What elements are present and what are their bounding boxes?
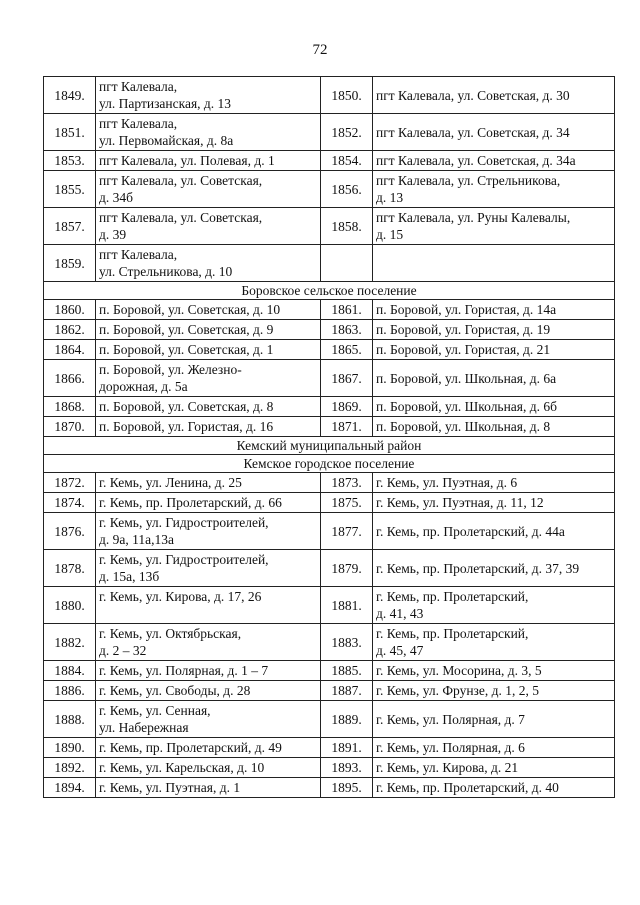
entry-address	[373, 661, 615, 681]
address-line: ул. Первомайская, д. 8а	[99, 133, 234, 148]
address-line: д. 34б	[99, 190, 133, 205]
entry-address	[96, 587, 321, 624]
address-line: г. Кемь, пр. Пролетарский, д. 44а	[376, 523, 565, 539]
entry-number: 1854.	[321, 151, 373, 171]
entry-number: 1884.	[44, 661, 96, 681]
address-line: г. Кемь, ул. Карельская, д. 10	[99, 760, 265, 775]
address-line: г. Кемь, ул. Ленина, д. 25	[99, 475, 242, 490]
entry-number: 1873.	[321, 473, 373, 493]
address-line: г. Кемь, ул. Кирова, д. 17, 26	[99, 589, 262, 604]
entry-address	[96, 624, 321, 661]
address-line: пгт Калевала,	[99, 247, 178, 262]
entry-number: 1890.	[44, 738, 96, 758]
entry-address	[373, 151, 615, 171]
entry-address	[96, 114, 321, 151]
address-line: г. Кемь, пр. Пролетарский,	[376, 589, 529, 604]
table-row	[44, 513, 615, 550]
entry-number: 1891.	[321, 738, 373, 758]
table-row	[44, 493, 615, 513]
address-line: п. Боровой, ул. Гористая, д. 14а	[376, 302, 557, 317]
entry-number: 1889.	[321, 701, 373, 738]
table-row	[44, 245, 615, 282]
address-line: г. Кемь, ул. Полярная, д. 7	[376, 711, 525, 727]
table-row	[44, 340, 615, 360]
section-header-row	[44, 455, 615, 473]
entry-number: 1892.	[44, 758, 96, 778]
address-line: ул. Партизанская, д. 13	[99, 96, 232, 111]
address-line: г. Кемь, ул. Полярная, д. 6	[376, 740, 525, 755]
address-line: пгт Калевала,	[99, 116, 178, 131]
entry-address	[96, 340, 321, 360]
entry-address	[96, 208, 321, 245]
address-line: г. Кемь, ул. Сенная,	[99, 703, 211, 718]
entry-number: 1871.	[321, 417, 373, 437]
address-line: пгт Калевала, ул. Руны Калевалы,	[376, 210, 571, 225]
entry-number: 1874.	[44, 493, 96, 513]
entry-address	[96, 681, 321, 701]
table-row	[44, 624, 615, 661]
section-header: Кемское городское поселение	[44, 455, 615, 473]
entry-address	[373, 473, 615, 493]
entry-number: 1864.	[44, 340, 96, 360]
section-header: Кемский муниципальный район	[44, 437, 615, 455]
address-line: д. 13	[376, 190, 404, 205]
entry-address	[96, 758, 321, 778]
entry-address	[373, 758, 615, 778]
entry-number: 1863.	[321, 320, 373, 340]
entry-number: 1858.	[321, 208, 373, 245]
entry-number: 1883.	[321, 624, 373, 661]
entry-address	[96, 397, 321, 417]
address-line: п. Боровой, ул. Школьная, д. 8	[376, 419, 551, 434]
entry-number: 1865.	[321, 340, 373, 360]
entry-address	[96, 320, 321, 340]
address-line: ул. Набережная	[99, 720, 189, 735]
entry-number: 1853.	[44, 151, 96, 171]
entry-number: 1857.	[44, 208, 96, 245]
entry-address	[373, 587, 615, 624]
address-line: г. Кемь, пр. Пролетарский, д. 37, 39	[376, 560, 580, 576]
entry-address	[373, 397, 615, 417]
entry-address	[96, 701, 321, 738]
entry-number: 1851.	[44, 114, 96, 151]
address-line: п. Боровой, ул. Гористая, д. 21	[376, 342, 551, 357]
address-line: п. Боровой, ул. Советская, д. 8	[99, 399, 274, 414]
address-line: г. Кемь, ул. Октябрьская,	[99, 626, 242, 641]
address-line: пгт Калевала, ул. Советская, д. 34а	[376, 153, 576, 168]
entry-address	[96, 151, 321, 171]
entry-address	[373, 778, 615, 798]
entry-number: 1875.	[321, 493, 373, 513]
address-line: п. Боровой, ул. Советская, д. 1	[99, 342, 274, 357]
entry-number: 1859.	[44, 245, 96, 282]
entry-address	[96, 738, 321, 758]
table-row	[44, 681, 615, 701]
address-line: г. Кемь, пр. Пролетарский, д. 40	[376, 780, 559, 795]
entry-address	[96, 493, 321, 513]
address-line: п. Боровой, ул. Гористая, д. 19	[376, 322, 551, 337]
entry-address	[373, 320, 615, 340]
section-header: Боровское сельское поселение	[44, 282, 615, 300]
entry-address	[373, 300, 615, 320]
entry-number: 1868.	[44, 397, 96, 417]
table-row	[44, 701, 615, 738]
table-row	[44, 778, 615, 798]
entry-number: 1850.	[321, 77, 373, 114]
address-line: г. Кемь, пр. Пролетарский, д. 49	[99, 740, 282, 755]
table-row	[44, 758, 615, 778]
address-line: г. Кемь, ул. Кирова, д. 21	[376, 760, 519, 775]
entry-address	[373, 624, 615, 661]
entry-number: 1879.	[321, 550, 373, 587]
table-row	[44, 360, 615, 397]
table-row	[44, 114, 615, 151]
address-line: пгт Калевала, ул. Стрельникова,	[376, 173, 561, 188]
address-table	[43, 76, 615, 798]
entry-address	[373, 114, 615, 151]
entry-number: 1852.	[321, 114, 373, 151]
entry-number: 1861.	[321, 300, 373, 320]
address-line: д. 45, 47	[376, 643, 424, 658]
entry-address	[96, 550, 321, 587]
address-line: г. Кемь, ул. Пуэтная, д. 1	[99, 780, 241, 795]
address-line: г. Кемь, ул. Полярная, д. 1 – 7	[99, 663, 269, 678]
address-line: пгт Калевала, ул. Советская, д. 30	[376, 87, 570, 103]
address-line: г. Кемь, ул. Свободы, д. 28	[99, 683, 251, 698]
entry-address	[96, 245, 321, 282]
entry-address	[96, 171, 321, 208]
address-line: п. Боровой, ул. Советская, д. 10	[99, 302, 281, 317]
entry-number: 1867.	[321, 360, 373, 397]
address-line: д. 39	[99, 227, 127, 242]
entry-address	[96, 513, 321, 550]
address-line: д. 15а, 13б	[99, 569, 160, 584]
entry-number: 1877.	[321, 513, 373, 550]
address-table-body	[44, 77, 615, 798]
section-header-row	[44, 282, 615, 300]
address-line: г. Кемь, ул. Мосорина, д. 3, 5	[376, 663, 542, 678]
entry-number: 1860.	[44, 300, 96, 320]
address-line: дорожная, д. 5а	[99, 379, 188, 394]
table-row	[44, 171, 615, 208]
entry-number: 1887.	[321, 681, 373, 701]
entry-address	[96, 473, 321, 493]
address-line: г. Кемь, ул. Пуэтная, д. 11, 12	[376, 495, 544, 510]
entry-address	[373, 493, 615, 513]
address-line: пгт Калевала,	[99, 79, 178, 94]
entry-address	[373, 417, 615, 437]
address-line: п. Боровой, ул. Железно-	[99, 362, 242, 377]
entry-number: 1882.	[44, 624, 96, 661]
entry-number: 1878.	[44, 550, 96, 587]
address-line: д. 9а, 11а,13а	[99, 532, 174, 547]
address-line: п. Боровой, ул. Школьная, д. 6а	[376, 370, 557, 386]
entry-address	[373, 738, 615, 758]
entry-number: 1869.	[321, 397, 373, 417]
table-row	[44, 550, 615, 587]
address-line: ул. Стрельникова, д. 10	[99, 264, 233, 279]
table-row	[44, 151, 615, 171]
address-line: г. Кемь, ул. Пуэтная, д. 6	[376, 475, 518, 490]
address-line: г. Кемь, ул. Гидростроителей,	[99, 515, 269, 530]
entry-number: 1888.	[44, 701, 96, 738]
section-header-row	[44, 437, 615, 455]
entry-number: 1866.	[44, 360, 96, 397]
entry-number: 1895.	[321, 778, 373, 798]
address-line: п. Боровой, ул. Гористая, д. 16	[99, 419, 274, 434]
table-row	[44, 473, 615, 493]
entry-number: 1862.	[44, 320, 96, 340]
entry-number: 1872.	[44, 473, 96, 493]
entry-number: 1881.	[321, 587, 373, 624]
entry-number: 1885.	[321, 661, 373, 681]
address-line: пгт Калевала, ул. Советская,	[99, 173, 263, 188]
entry-number: 1894.	[44, 778, 96, 798]
entry-number: 1855.	[44, 171, 96, 208]
entry-address	[373, 681, 615, 701]
address-line: пгт Калевала, ул. Советская, д. 34	[376, 124, 570, 140]
table-row	[44, 320, 615, 340]
entry-address	[96, 661, 321, 681]
address-line: пгт Калевала, ул. Советская,	[99, 210, 263, 225]
address-line: пгт Калевала, ул. Полевая, д. 1	[99, 153, 275, 168]
entry-number: 1886.	[44, 681, 96, 701]
table-row	[44, 587, 615, 624]
entry-address	[96, 300, 321, 320]
entry-number	[321, 245, 373, 282]
address-line: д. 2 – 32	[99, 643, 147, 658]
table-row	[44, 397, 615, 417]
entry-address	[373, 513, 615, 550]
table-row	[44, 300, 615, 320]
page-number: 72	[312, 42, 328, 58]
entry-address	[373, 360, 615, 397]
address-line: г. Кемь, ул. Фрунзе, д. 1, 2, 5	[376, 683, 539, 698]
address-line: п. Боровой, ул. Советская, д. 9	[99, 322, 274, 337]
entry-number: 1876.	[44, 513, 96, 550]
address-line: д. 15	[376, 227, 404, 242]
entry-address	[373, 171, 615, 208]
address-line: г. Кемь, пр. Пролетарский,	[376, 626, 529, 641]
address-line: д. 41, 43	[376, 606, 424, 621]
address-line: п. Боровой, ул. Школьная, д. 6б	[376, 399, 557, 414]
table-row	[44, 208, 615, 245]
entry-number: 1880.	[44, 587, 96, 624]
table-row	[44, 77, 615, 114]
entry-address	[373, 245, 615, 282]
address-line: г. Кемь, ул. Гидростроителей,	[99, 552, 269, 567]
entry-address	[96, 360, 321, 397]
entry-number: 1856.	[321, 171, 373, 208]
entry-address	[96, 77, 321, 114]
entry-address	[373, 550, 615, 587]
entry-address	[373, 77, 615, 114]
entry-number: 1849.	[44, 77, 96, 114]
address-line: г. Кемь, пр. Пролетарский, д. 66	[99, 495, 282, 510]
table-row	[44, 661, 615, 681]
entry-address	[373, 340, 615, 360]
entry-address	[96, 417, 321, 437]
entry-address	[373, 208, 615, 245]
table-row	[44, 738, 615, 758]
entry-address	[96, 778, 321, 798]
entry-address	[373, 701, 615, 738]
entry-number: 1870.	[44, 417, 96, 437]
table-row	[44, 417, 615, 437]
entry-number: 1893.	[321, 758, 373, 778]
